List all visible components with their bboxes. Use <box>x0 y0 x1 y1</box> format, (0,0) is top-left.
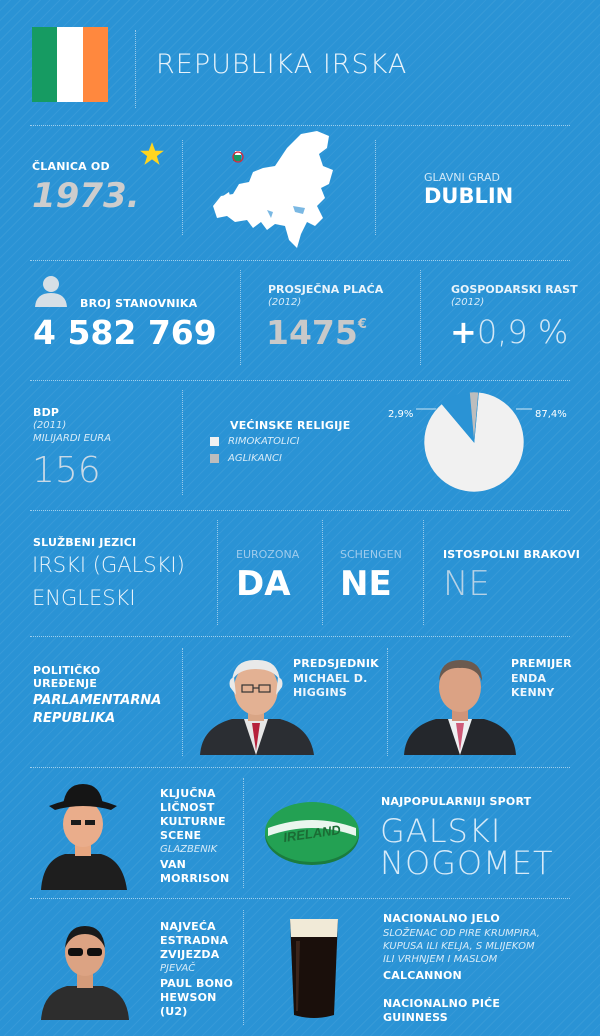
languages-line1: IRSKI (GALSKI) <box>32 553 185 577</box>
food-desc-3: ILI VRHNJEM I MASLOM <box>383 954 498 965</box>
person-icon <box>33 275 69 307</box>
flag-green-stripe <box>32 27 57 102</box>
star-icon <box>139 141 165 167</box>
star-role: PJEVAČ <box>160 963 196 974</box>
culture-label-2: LIČNOST <box>160 801 215 814</box>
europe-map <box>205 126 355 251</box>
population-label: BROJ STANOVNIKA <box>80 297 198 310</box>
star-label-1: NAJVEĆA <box>160 920 216 933</box>
president-name-1: MICHAEL D. <box>293 672 368 685</box>
salary-label: PROSJEČNA PLAĆA <box>268 283 384 296</box>
star-name-2: HEWSON <box>160 991 217 1004</box>
membership-year: 1973. <box>32 176 140 216</box>
membership-label: ČLANICA OD <box>32 160 110 173</box>
pie-label-left: 2,9% <box>388 409 414 420</box>
pie-label-right: 87,4% <box>535 409 567 420</box>
legend-label-anglican: AGLIKANCI <box>228 453 282 464</box>
irish-flag <box>32 27 108 102</box>
gdp-label: BDP <box>33 406 60 419</box>
religion-legend-catholic <box>210 436 300 447</box>
schengen-value: NE <box>340 564 392 604</box>
president-name-2: HIGGINS <box>293 686 347 699</box>
samesex-label: ISTOSPOLNI BRAKOVI <box>443 548 581 561</box>
capital-value: DUBLIN <box>424 184 514 208</box>
culture-label-1: KLJUČNA <box>160 787 216 800</box>
culture-label-4: SCENE <box>160 829 202 842</box>
culture-name-2: MORRISON <box>160 872 230 885</box>
politics-label-2: UREĐENJE <box>33 677 98 690</box>
growth-label: GOSPODARSKI RAST <box>451 283 578 296</box>
flag-white-stripe <box>57 27 82 102</box>
politics-value-1: PARLAMENTARNA <box>33 693 162 708</box>
president-photo <box>192 655 320 755</box>
growth-number: 0,9 % <box>476 313 569 351</box>
schengen-label: SCHENGEN <box>340 548 402 561</box>
drink-label: NACIONALNO PIĆE <box>383 997 501 1010</box>
gdp-year: (2011) <box>33 420 67 431</box>
samesex-value: NE <box>443 564 490 604</box>
premier-name-2: KENNY <box>511 686 555 699</box>
bono-photo <box>35 912 135 1020</box>
food-desc-1: SLOŽENAC OD PIRE KRUMPIRA, <box>383 928 540 939</box>
growth-value <box>450 313 568 351</box>
gdp-value: 156 <box>32 450 101 491</box>
flag-orange-stripe <box>83 27 108 102</box>
president-label: PREDSJEDNIK <box>293 657 379 670</box>
pie-slices <box>424 392 524 492</box>
van-morrison-photo <box>35 780 131 890</box>
growth-sign: + <box>450 313 477 351</box>
languages-label: SLUŽBENI JEZICI <box>33 536 137 549</box>
languages-line2: ENGLESKI <box>32 586 136 610</box>
eurozone-value: DA <box>236 564 291 604</box>
religion-legend-anglican <box>210 453 282 464</box>
religion-title: VEĆINSKE RELIGIJE <box>230 419 351 432</box>
food-label: NACIONALNO JELO <box>383 912 500 925</box>
star-label-2: ESTRADNA <box>160 934 229 947</box>
guinness-glass-icon <box>284 915 344 1023</box>
rugby-ball-icon <box>262 798 362 868</box>
politics-value-2: REPUBLIKA <box>33 711 116 726</box>
salary-year: (2012) <box>268 297 302 308</box>
religion-pie-chart <box>380 385 580 500</box>
star-label-3: ZVIJEZDA <box>160 948 220 961</box>
salary-currency: € <box>357 317 367 332</box>
growth-year: (2012) <box>451 297 485 308</box>
eurozone-label: EUROZONA <box>236 548 300 561</box>
sport-label: NAJPOPULARNIJI SPORT <box>381 795 532 808</box>
culture-label-3: KULTURNE <box>160 815 226 828</box>
capital-label: GLAVNI GRAD <box>424 171 500 184</box>
food-desc-2: KUPUSA ILI KELJA, S MLIJEKOM <box>383 941 535 952</box>
salary-value <box>266 313 367 352</box>
page-title: REPUBLIKA IRSKA <box>156 49 408 80</box>
premier-label: PREMIJER <box>511 657 572 670</box>
politics-label-1: POLITIČKO <box>33 664 101 677</box>
legend-swatch-catholic <box>210 437 219 446</box>
culture-name-1: VAN <box>160 858 187 871</box>
star-name-1: PAUL BONO <box>160 977 234 990</box>
gdp-unit: MILIJARDI EURA <box>33 433 112 444</box>
salary-amount: 1475 <box>266 313 358 352</box>
sport-line-1: GALSKI <box>380 812 502 850</box>
premier-name-1: ENDA <box>511 672 547 685</box>
star-name-3: (U2) <box>160 1005 188 1018</box>
ball-text: IRELAND <box>282 822 342 845</box>
population-value: 4 582 769 <box>33 313 217 352</box>
culture-role: GLAZBENIK <box>160 844 218 855</box>
legend-swatch-anglican <box>210 454 219 463</box>
legend-label-catholic: RIMOKATOLICI <box>228 436 300 447</box>
drink-value: GUINNESS <box>383 1011 448 1024</box>
premier-photo <box>400 655 520 755</box>
sport-line-2: NOGOMET <box>380 844 554 882</box>
food-dish: CALCANNON <box>383 969 462 982</box>
